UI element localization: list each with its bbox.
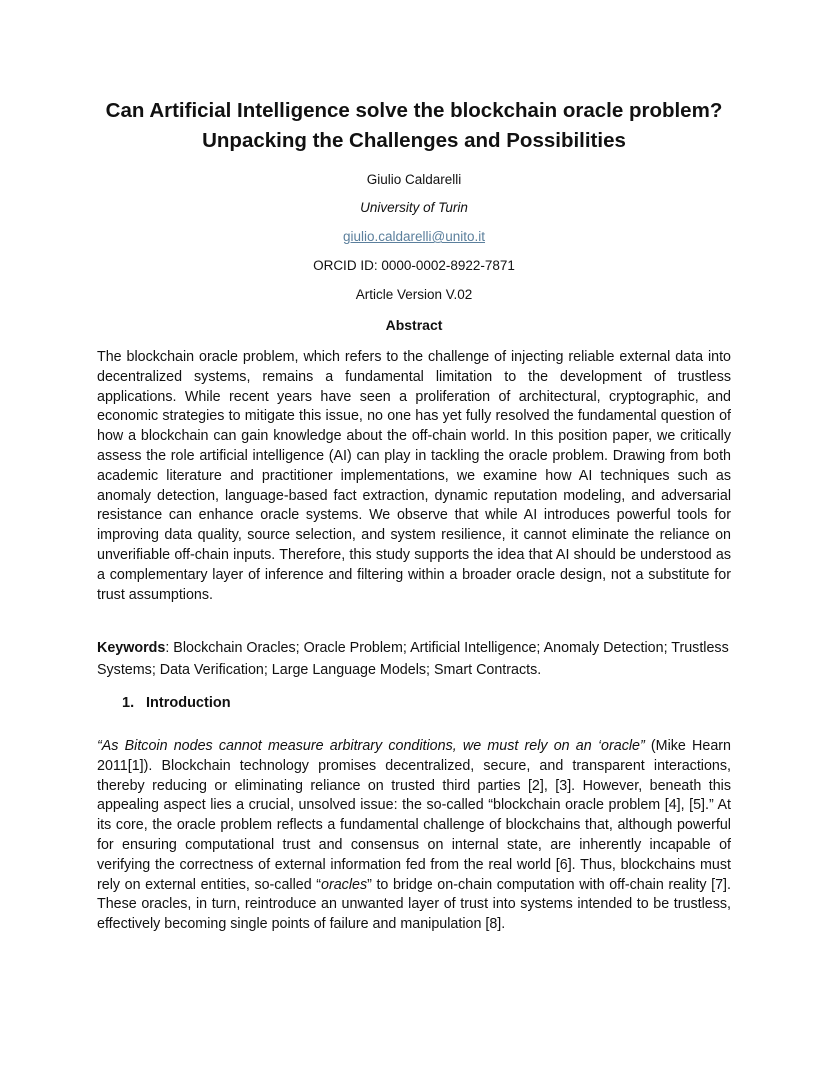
author-name: Giulio Caldarelli [366, 172, 462, 187]
keywords-label: Keywords [97, 640, 166, 656]
abstract-heading: Abstract [385, 317, 443, 333]
paper-title-line-2: Unpacking the Challenges and Possibilities [202, 129, 626, 152]
intro-quote: “As Bitcoin nodes cannot measure arbitrary conditions, we must rely on an ‘oracle” [97, 738, 645, 754]
introduction-paragraph [97, 737, 731, 935]
paper-title [60, 96, 768, 156]
article-version: Article Version V.02 [355, 287, 473, 302]
abstract-text: The blockchain oracle problem, which refers to the challenge of injecting reliable external data into decentralized systems, remains a fundamental limitation to the development of trustless applications. While recent years have seen a proliferation of architectural, cryptographic, and economic strategies to mitigate this issue, no one has yet fully resolved the fundamental question of how a blockchain can gain knowledge about the off-chain world. In this position paper, we critically assess the role artificial intelligence (AI) can play in tackling the oracle problem. Drawing from both academic literature and practitioner implementations, we examine how AI techniques such as anomaly detection, language-based fact extraction, dynamic reputation modeling, and adversarial resistance can enhance oracle systems. We observe that while AI introduces powerful tools for improving data quality, source selection, and system resilience, it cannot eliminate the reliance on unverifiable off-chain inputs. Therefore, this study supports the idea that AI should be understood as a complementary layer of inference and filtering within a broader oracle design, not a substitute for trust assumptions. [97, 349, 731, 603]
intro-oracles-term: oracles [321, 876, 368, 893]
section-title: Introduction [146, 695, 231, 711]
section-number: 1. [122, 695, 135, 711]
author-affiliation: University of Turin [360, 200, 468, 215]
keywords [97, 638, 737, 681]
section-heading-introduction [122, 694, 231, 712]
orcid-id: ORCID ID: 0000-0002-8922-7871 [313, 258, 515, 273]
intro-text-part-1: (Mike Hearn 2011[1]). Blockchain technology promises decentralized, secure, and transparent interactions, thereby reducing or eliminating reliance on trusted third parties [2], [3]. However, beneath this appealing aspect lies a crucial, unsolved issue: the so-called “blockchain oracle problem [4], [5].” At its core, the oracle problem reflects a fundamental challenge of blockchains that, although powerful for ensuring computational trust and consensus on internal state, are inherently incapable of verifying the correctness of external information fed from the real world [6]. Thus, blockchains must rely on external entities, so-called “ [97, 738, 731, 893]
intro-text-part-2: ” to bridge on-chain computation with off-chain reality [7]. These oracles, in turn, reintroduce an unwanted layer of trust into systems intended to be trustless, effectively becoming single points of failure and manipulation [8]. [97, 876, 731, 933]
paper-title-line-1: Can Artificial Intelligence solve the blockchain oracle problem? [105, 99, 723, 122]
keywords-text: : Blockchain Oracles; Oracle Problem; Artificial Intelligence; Anomaly Detection; Trustless Systems; Data Verification; Large Language Models; Smart Contracts. [97, 640, 729, 678]
author-email-link[interactable]: giulio.caldarelli@unito.it [342, 229, 486, 244]
